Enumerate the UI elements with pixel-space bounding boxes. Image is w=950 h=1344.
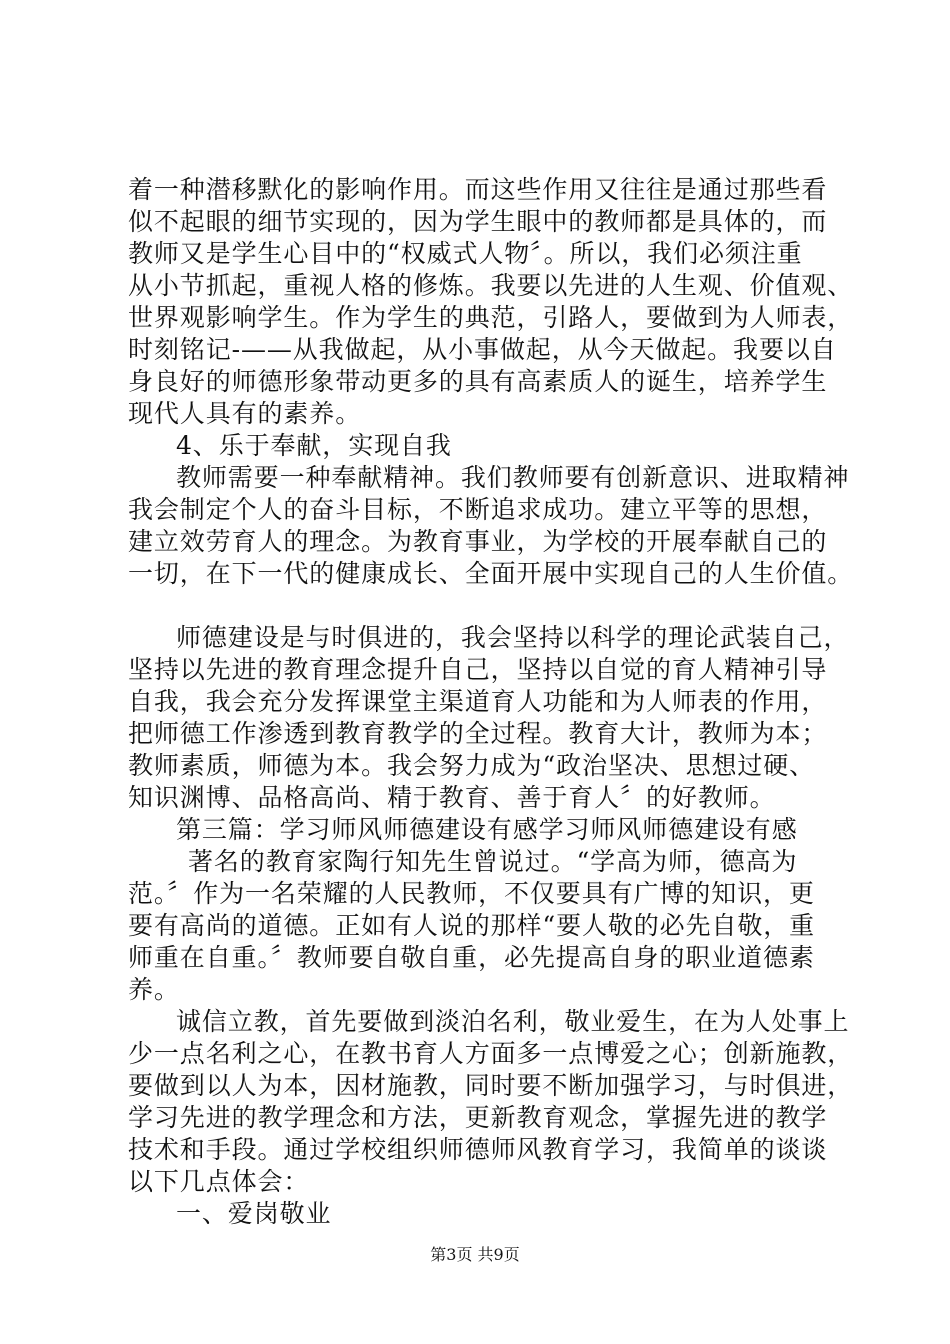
- text-line: 我会制定个人的奋斗目标，不断追求成功。建立平等的思想，: [128, 495, 828, 524]
- text-line: 要做到以人为本，因材施教，同时要不断加强学习，与时俱进，: [128, 1071, 854, 1100]
- text-line: 师重在自重。〞教师要自敬自重，必先提高自身的职业道德素: [128, 943, 815, 972]
- text-line: 从小节抓起，重视人格的修炼。我要以先进的人生观、价值观、: [128, 271, 854, 300]
- text-line: 范。〞作为一名荣耀的人民教师，不仅要具有广博的知识，更: [128, 879, 815, 908]
- section-heading: 4、乐于奉献，实现自我: [176, 431, 452, 460]
- text-line: 建立效劳育人的理念。为教育事业，为学校的开展奉献自己的: [128, 527, 828, 556]
- text-line: 着一种潜移默化的影响作用。而这些作用又往往是通过那些看: [128, 175, 828, 204]
- text-line: 坚持以先进的教育理念提升自己，坚持以自觉的育人精神引导: [128, 655, 828, 684]
- text-line: 养。: [128, 975, 180, 1004]
- text-line: 少一点名利之心，在教书育人方面多一点博爱之心；创新施教，: [128, 1039, 854, 1068]
- text-line: 教师需要一种奉献精神。我们教师要有创新意识、进取精神: [176, 463, 850, 492]
- text-line: 著名的教育家陶行知先生曾说过。“学高为师，德高为: [188, 847, 798, 876]
- text-line: 技术和手段。通过学校组织师德师风教育学习，我简单的谈谈: [128, 1135, 828, 1164]
- text-line: 身良好的师德形象带动更多的具有高素质人的诞生，培养学生: [128, 367, 828, 396]
- chapter-heading: 第三篇：学习师风师德建设有感学习师风师德建设有感: [176, 815, 798, 844]
- text-line: 似不起眼的细节实现的，因为学生眼中的教师都是具体的，而: [128, 207, 828, 236]
- text-line: 知识渊博、品格高尚、精于教育、善于育人〞的好教师。: [128, 783, 776, 812]
- text-line: 诚信立教，首先要做到淡泊名利，敬业爱生，在为人处事上: [176, 1007, 850, 1036]
- text-line: 教师又是学生心目中的“权威式人物〞。所以，我们必须注重: [128, 239, 803, 268]
- text-line: 以下几点体会：: [128, 1167, 310, 1196]
- text-line: 自我，我会充分发挥课堂主渠道育人功能和为人师表的作用，: [128, 687, 828, 716]
- text-line: 一切，在下一代的健康成长、全面开展中实现自己的人生价值。: [128, 559, 854, 588]
- text-line: 世界观影响学生。作为学生的典范，引路人，要做到为人师表，: [128, 303, 854, 332]
- text-line: 现代人具有的素养。: [128, 399, 362, 428]
- text-line: 学习先进的教学理念和方法，更新教育观念，掌握先进的教学: [128, 1103, 828, 1132]
- section-heading: 一、爱岗敬业: [176, 1199, 332, 1228]
- text-line: 师德建设是与时俱进的，我会坚持以科学的理论武装自己，: [176, 623, 850, 652]
- text-line: 教师素质，师德为本。我会努力成为“政治坚决、思想过硬、: [128, 751, 816, 780]
- text-line: 时刻铭记-——从我做起，从小事做起，从今天做起。我要以自: [128, 335, 837, 364]
- text-line: 把师德工作渗透到教育教学的全过程。教育大计，教师为本；: [128, 719, 828, 748]
- page-footer: 第3页 共9页: [430, 1245, 520, 1264]
- text-line: 要有高尚的道德。正如有人说的那样“要人敬的必先自敬，重: [128, 911, 816, 940]
